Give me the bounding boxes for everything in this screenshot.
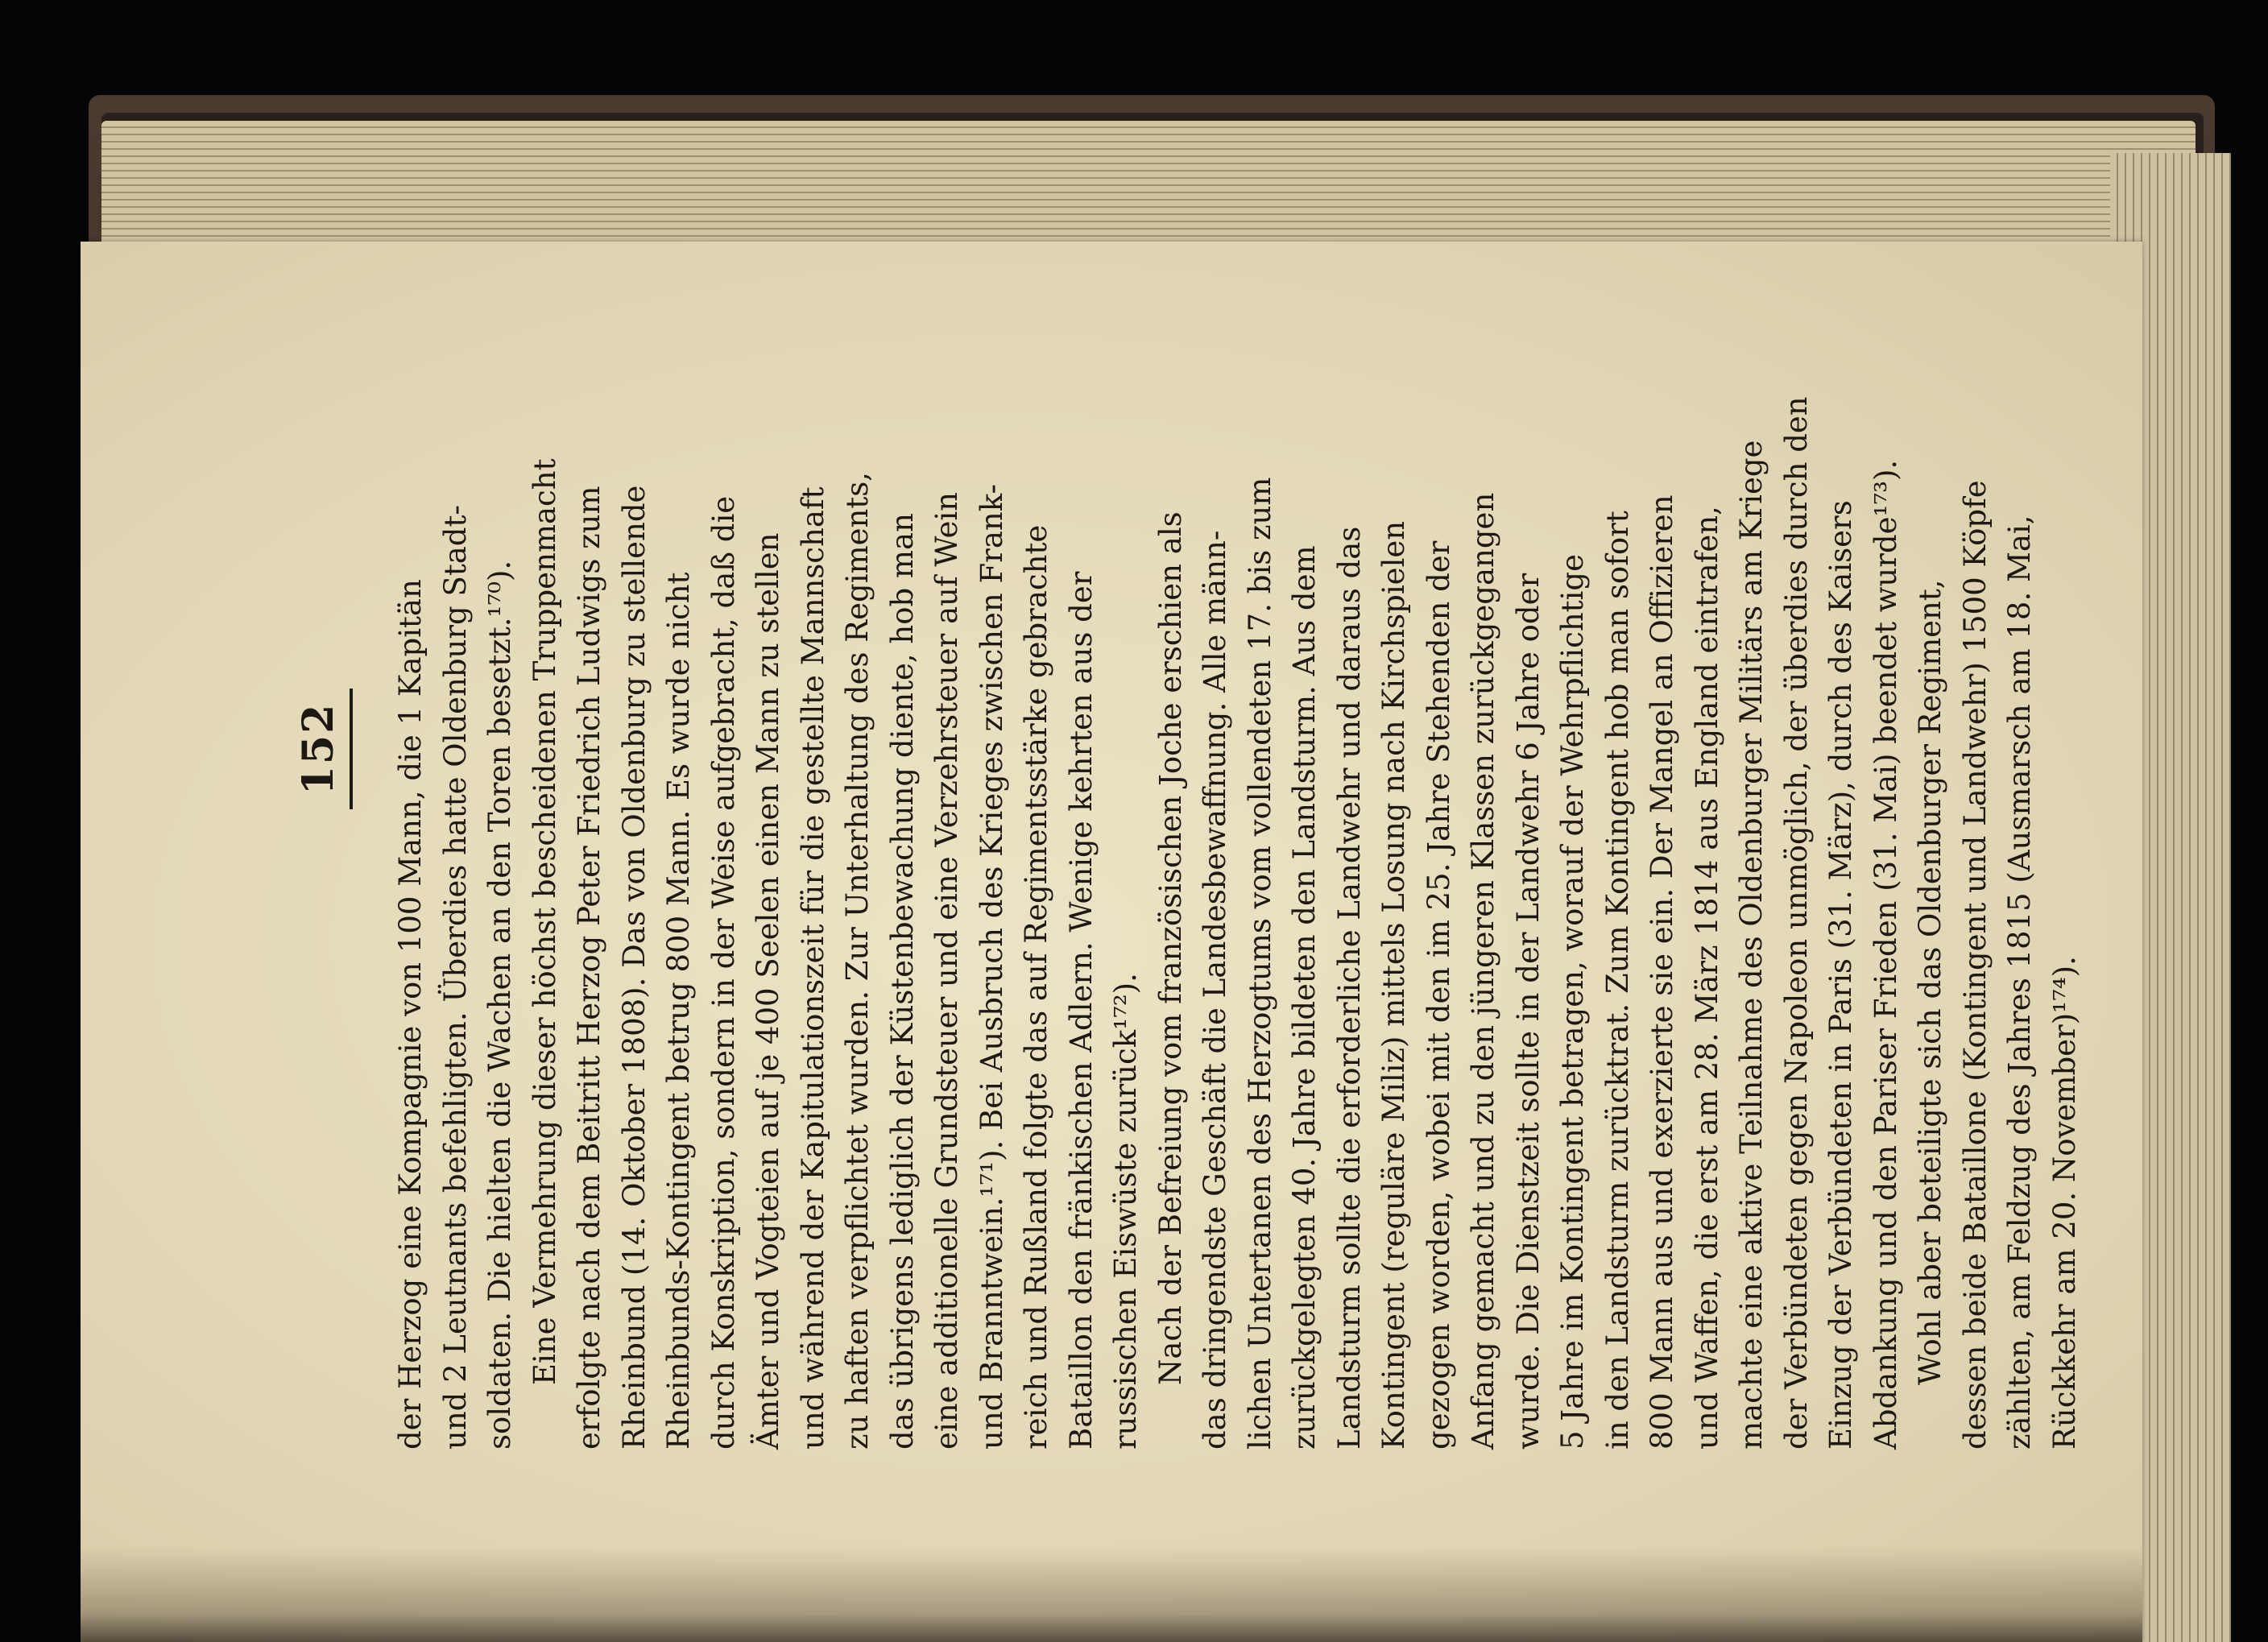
paragraph-3: Nach der Befreiung vom französischen Joche erschien als das dringendste Geschäft die Landesbewaffnung. Alle männ- lichen Untertanen des Herzogtums vom vollendeten 17. bis zum zurückgelegten 40. Jahre bildeten den Landsturm. Aus dem Landsturm sollte die erforderliche Landwehr und daraus das Kontingent (reguläre Miliz) mittels Losung nach Kirchspielen gezogen worden, wobei mit den im 25. Jahre Stehenden der Anfang gemacht und zu den jüngeren Klassen zurückgegangen wurde. Die Dienstzeit sollte in der Landwehr 6 Jahre oder 5 Jahre im Kontingent betragen, worauf der Wehrpflichtige in den Landsturm zurücktrat. Zum Kontingent hob man sofort 800 Mann aus und exerzierte sie ein. Der Mangel an Offizieren und Waffen, die erst am 28. März 1814 aus England eintrafen, machte eine aktive Teilnahme des Oldenburger Militärs am Kriege der Verbündeten gegen Napoleon unmöglich, der überdies durch den Einzug der Verbündeten in Paris (31. März), durch des Kaisers Abdankung und den Pariser Frieden (31. Mai) beendet wurde¹⁷³). — [1153, 396, 1903, 1450]
page-text-block — [294, 81, 2082, 1450]
paragraph-4: Wohl aber beteiligte sich das Oldenburger Regiment, dessen beide Bataillone (Kontingent und Landwehr) 1500 Köpfe zählten, am Feldzug des Jahres 1815 (Ausmarsch am 18. Mai, Rückkehr am 20. November)¹⁷⁴). — [1913, 480, 2082, 1450]
paragraph-2: Eine Vermehrung dieser höchst bescheidenen Truppenmacht erfolgte nach dem Beitritt Herzog Peter Friedrich Ludwigs zum Rheinbund (14. Oktober 1808). Das von Oldenburg zu stellende Rheinbunds-Kontingent betrug 800 Mann. Es wurde nicht durch Konskription, sondern in der Weise aufgebracht, daß die Ämter und Vogteien auf je 400 Seelen einen Mann zu stellen und während der Kapitulationszeit für die gestellte Mannschaft zu haften verpflichtet wurden. Zur Unterhaltung des Regiments, das übrigens lediglich der Küstenbewachung diente, hob man eine additionelle Grundsteuer und eine Verzehrsteuer auf Wein und Branntwein.¹⁷¹). Bei Ausbruch des Krieges zwischen Frank- reich und Rußland folgte das auf Regimentsstärke gebrachte Bataillon den fränkischen Adlern. Wenige kehrten aus der russischen Eiswüste zurück¹⁷²). — [527, 458, 1143, 1450]
paragraph-1: der Herzog eine Kompagnie von 100 Mann, die 1 Kapitän und 2 Leutnants befehligten. Überdies hatte Oldenburg Stadt- soldaten. Die hielten die Wachen an den Toren besetzt.¹⁷⁰). — [393, 505, 517, 1450]
page-number-rule — [350, 689, 353, 809]
page-number: 152 — [294, 702, 343, 796]
page-gutter-shadow — [81, 1546, 2142, 1642]
